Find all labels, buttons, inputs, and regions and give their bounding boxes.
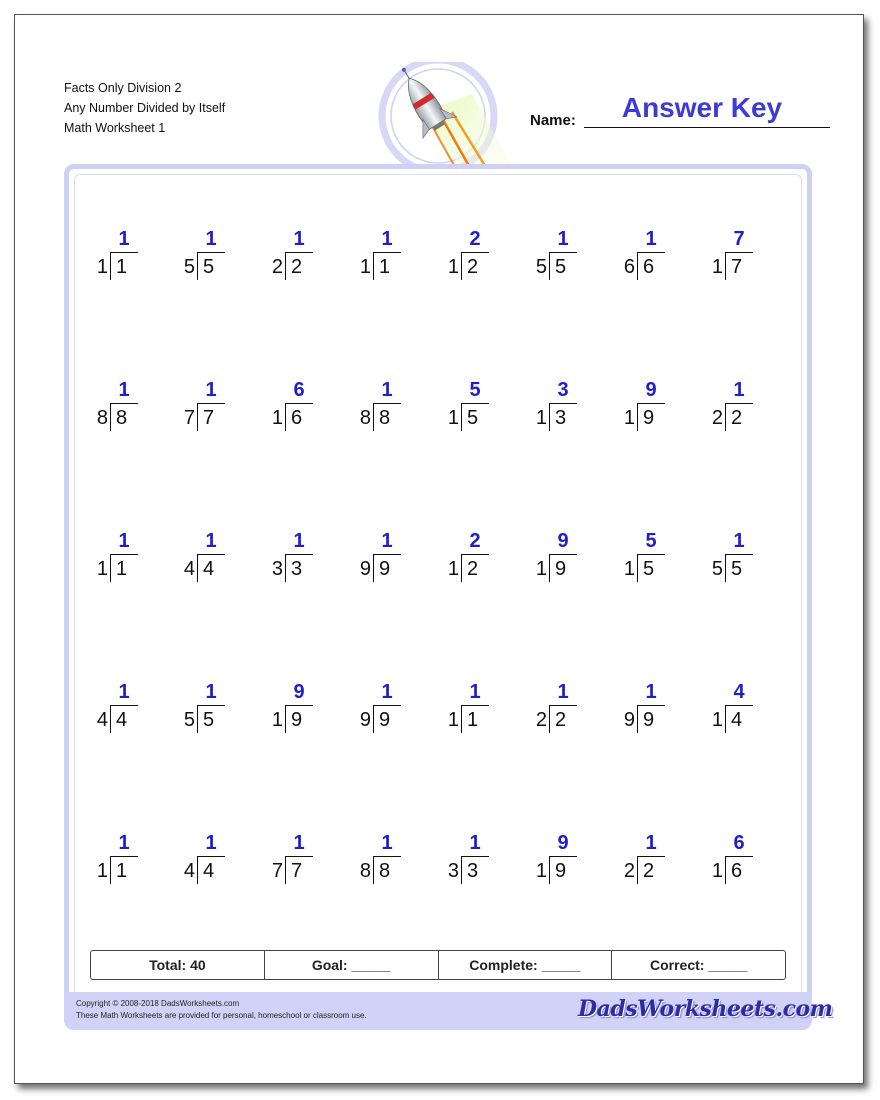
dividend: 4 bbox=[116, 709, 128, 731]
division-problem bbox=[181, 530, 261, 590]
division-bracket-stem bbox=[461, 705, 462, 733]
division-bracket-stem bbox=[285, 705, 286, 733]
division-problem bbox=[269, 379, 349, 439]
quotient-answer: 1 bbox=[293, 530, 305, 552]
dividend: 2 bbox=[555, 709, 567, 731]
worksheet-title: Facts Only Division 2 bbox=[64, 81, 182, 95]
division-bracket-bar bbox=[549, 856, 577, 857]
divisor: 2 bbox=[711, 407, 723, 429]
name-label: Name: bbox=[530, 112, 576, 129]
division-problem bbox=[709, 228, 789, 288]
quotient-answer: 2 bbox=[469, 530, 481, 552]
division-bracket-bar bbox=[549, 554, 577, 555]
division-bracket-stem bbox=[549, 705, 550, 733]
dividend: 1 bbox=[116, 558, 128, 580]
division-bracket-stem bbox=[197, 856, 198, 884]
dividend: 5 bbox=[203, 709, 215, 731]
division-bracket-stem bbox=[373, 554, 374, 582]
quotient-answer: 1 bbox=[381, 228, 393, 250]
division-bracket-stem bbox=[197, 252, 198, 280]
division-bracket-bar bbox=[285, 403, 313, 404]
division-problem bbox=[533, 681, 613, 741]
division-problem bbox=[621, 832, 701, 892]
division-bracket-bar bbox=[285, 554, 313, 555]
divisor: 2 bbox=[535, 709, 547, 731]
division-bracket-stem bbox=[637, 554, 638, 582]
dividend: 1 bbox=[116, 860, 128, 882]
division-bracket-bar bbox=[725, 403, 753, 404]
division-bracket-stem bbox=[373, 252, 374, 280]
divisor: 1 bbox=[359, 256, 371, 278]
division-bracket-bar bbox=[637, 554, 665, 555]
division-bracket-stem bbox=[110, 705, 111, 733]
division-bracket-stem bbox=[461, 252, 462, 280]
quotient-answer: 6 bbox=[293, 379, 305, 401]
quotient-answer: 1 bbox=[381, 530, 393, 552]
name-field-line[interactable] bbox=[584, 127, 830, 128]
quotient-answer: 1 bbox=[118, 832, 130, 854]
divisor: 4 bbox=[183, 558, 195, 580]
division-problem bbox=[709, 832, 789, 892]
dividend: 2 bbox=[467, 558, 479, 580]
division-problem bbox=[445, 228, 525, 288]
quotient-answer: 1 bbox=[205, 832, 217, 854]
division-bracket-stem bbox=[110, 403, 111, 431]
division-problem bbox=[357, 379, 437, 439]
division-bracket-stem bbox=[285, 856, 286, 884]
divisor: 5 bbox=[711, 558, 723, 580]
dividend: 5 bbox=[555, 256, 567, 278]
divisor: 1 bbox=[96, 860, 108, 882]
division-bracket-bar bbox=[197, 856, 225, 857]
dividend: 9 bbox=[379, 558, 391, 580]
division-problem bbox=[357, 228, 437, 288]
dividend: 9 bbox=[555, 860, 567, 882]
division-bracket-stem bbox=[461, 403, 462, 431]
divisor: 1 bbox=[447, 256, 459, 278]
dividend: 1 bbox=[467, 709, 479, 731]
quotient-answer: 9 bbox=[293, 681, 305, 703]
quotient-answer: 1 bbox=[645, 832, 657, 854]
quotient-answer: 5 bbox=[469, 379, 481, 401]
division-bracket-stem bbox=[549, 856, 550, 884]
division-bracket-bar bbox=[197, 554, 225, 555]
division-bracket-stem bbox=[549, 403, 550, 431]
division-problem bbox=[94, 530, 174, 590]
divisor: 6 bbox=[623, 256, 635, 278]
quotient-answer: 1 bbox=[381, 681, 393, 703]
division-problem bbox=[709, 530, 789, 590]
dividend: 7 bbox=[203, 407, 215, 429]
division-problem bbox=[269, 832, 349, 892]
division-bracket-stem bbox=[285, 554, 286, 582]
division-problem bbox=[94, 228, 174, 288]
divisor: 7 bbox=[271, 860, 283, 882]
division-bracket-stem bbox=[373, 705, 374, 733]
worksheet-number: Math Worksheet 1 bbox=[64, 121, 166, 135]
division-problem bbox=[181, 681, 261, 741]
division-bracket-stem bbox=[725, 403, 726, 431]
score-total: Total: 40 bbox=[149, 957, 206, 973]
divisor: 1 bbox=[535, 407, 547, 429]
divisor: 1 bbox=[535, 860, 547, 882]
quotient-answer: 1 bbox=[469, 832, 481, 854]
division-problem bbox=[445, 832, 525, 892]
dividend: 4 bbox=[731, 709, 743, 731]
division-bracket-bar bbox=[285, 705, 313, 706]
quotient-answer: 9 bbox=[645, 379, 657, 401]
worksheet-subtitle: Any Number Divided by Itself bbox=[64, 101, 226, 115]
division-bracket-stem bbox=[373, 403, 374, 431]
division-bracket-bar bbox=[285, 856, 313, 857]
quotient-answer: 2 bbox=[469, 228, 481, 250]
divisor: 1 bbox=[447, 709, 459, 731]
division-problem bbox=[621, 228, 701, 288]
divisor: 1 bbox=[711, 860, 723, 882]
dividend: 3 bbox=[467, 860, 479, 882]
quotient-answer: 1 bbox=[205, 228, 217, 250]
problem-frame bbox=[64, 164, 812, 1030]
division-problem bbox=[94, 379, 174, 439]
quotient-answer: 1 bbox=[293, 832, 305, 854]
division-bracket-bar bbox=[725, 252, 753, 253]
quotient-answer: 1 bbox=[205, 681, 217, 703]
division-problem bbox=[181, 832, 261, 892]
dividend: 6 bbox=[731, 860, 743, 882]
quotient-answer: 3 bbox=[557, 379, 569, 401]
dividend: 8 bbox=[379, 860, 391, 882]
division-bracket-bar bbox=[637, 403, 665, 404]
dividend: 2 bbox=[467, 256, 479, 278]
quotient-answer: 1 bbox=[293, 228, 305, 250]
division-bracket-bar bbox=[549, 705, 577, 706]
copyright-text: Copyright © 2008-2018 DadsWorksheets.com bbox=[76, 999, 240, 1008]
division-problem bbox=[94, 832, 174, 892]
division-problem bbox=[181, 228, 261, 288]
divisor: 1 bbox=[447, 558, 459, 580]
division-bracket-bar bbox=[461, 403, 489, 404]
dividend: 2 bbox=[291, 256, 303, 278]
division-bracket-stem bbox=[637, 403, 638, 431]
answer-key-title: Answer Key bbox=[621, 92, 783, 123]
quotient-answer: 1 bbox=[733, 379, 745, 401]
divisor: 1 bbox=[623, 407, 635, 429]
dividend: 8 bbox=[379, 407, 391, 429]
usage-notice: These Math Worksheets are provided for personal, homeschool or classroom use. bbox=[76, 1011, 367, 1020]
division-bracket-stem bbox=[110, 252, 111, 280]
division-bracket-bar bbox=[110, 856, 138, 857]
divisor: 1 bbox=[447, 407, 459, 429]
divisor: 2 bbox=[623, 860, 635, 882]
score-bar bbox=[90, 950, 786, 980]
division-problem bbox=[357, 530, 437, 590]
divisor: 1 bbox=[711, 256, 723, 278]
division-problem bbox=[181, 379, 261, 439]
dividend: 1 bbox=[116, 256, 128, 278]
division-bracket-bar bbox=[549, 252, 577, 253]
quotient-answer: 6 bbox=[733, 832, 745, 854]
divisor: 9 bbox=[359, 709, 371, 731]
division-bracket-bar bbox=[549, 403, 577, 404]
score-complete[interactable]: Complete: _____ bbox=[438, 951, 612, 979]
division-bracket-bar bbox=[637, 705, 665, 706]
dividend: 5 bbox=[643, 558, 655, 580]
division-bracket-bar bbox=[373, 705, 401, 706]
problem-frame-inner bbox=[74, 174, 802, 1020]
quotient-answer: 1 bbox=[381, 832, 393, 854]
divisor: 5 bbox=[183, 709, 195, 731]
quotient-answer: 1 bbox=[733, 530, 745, 552]
division-problem bbox=[709, 379, 789, 439]
division-problem bbox=[621, 530, 701, 590]
division-bracket-bar bbox=[197, 403, 225, 404]
quotient-answer: 1 bbox=[645, 228, 657, 250]
division-problem bbox=[621, 379, 701, 439]
division-bracket-bar bbox=[725, 554, 753, 555]
division-problem bbox=[269, 228, 349, 288]
division-problem bbox=[94, 681, 174, 741]
divisor: 9 bbox=[623, 709, 635, 731]
division-problem bbox=[445, 681, 525, 741]
division-bracket-stem bbox=[110, 554, 111, 582]
division-bracket-bar bbox=[373, 403, 401, 404]
divisor: 4 bbox=[183, 860, 195, 882]
dividend: 3 bbox=[291, 558, 303, 580]
division-bracket-stem bbox=[637, 705, 638, 733]
quotient-answer: 9 bbox=[557, 530, 569, 552]
division-problem bbox=[533, 530, 613, 590]
division-problem bbox=[533, 228, 613, 288]
division-bracket-stem bbox=[637, 856, 638, 884]
divisor: 8 bbox=[359, 860, 371, 882]
division-bracket-bar bbox=[637, 252, 665, 253]
score-goal[interactable]: Goal: _____ bbox=[264, 951, 438, 979]
worksheet-header bbox=[64, 78, 225, 138]
quotient-answer: 5 bbox=[645, 530, 657, 552]
quotient-answer: 1 bbox=[205, 530, 217, 552]
division-bracket-stem bbox=[373, 856, 374, 884]
division-bracket-stem bbox=[461, 856, 462, 884]
divisor: 8 bbox=[96, 407, 108, 429]
division-bracket-bar bbox=[110, 554, 138, 555]
division-bracket-stem bbox=[725, 554, 726, 582]
quotient-answer: 1 bbox=[118, 530, 130, 552]
division-bracket-bar bbox=[725, 856, 753, 857]
dividend: 7 bbox=[291, 860, 303, 882]
division-bracket-bar bbox=[461, 705, 489, 706]
quotient-answer: 1 bbox=[118, 228, 130, 250]
division-problem bbox=[445, 379, 525, 439]
division-bracket-bar bbox=[197, 705, 225, 706]
division-bracket-stem bbox=[637, 252, 638, 280]
divisor: 2 bbox=[271, 256, 283, 278]
divisor: 1 bbox=[96, 558, 108, 580]
quotient-answer: 4 bbox=[733, 681, 745, 703]
division-bracket-bar bbox=[373, 252, 401, 253]
division-bracket-stem bbox=[549, 554, 550, 582]
dividend: 9 bbox=[291, 709, 303, 731]
division-bracket-bar bbox=[197, 252, 225, 253]
divisor: 3 bbox=[271, 558, 283, 580]
dividend: 2 bbox=[643, 860, 655, 882]
divisor: 7 bbox=[183, 407, 195, 429]
division-bracket-stem bbox=[197, 403, 198, 431]
dividend: 6 bbox=[291, 407, 303, 429]
quotient-answer: 1 bbox=[645, 681, 657, 703]
division-bracket-stem bbox=[549, 252, 550, 280]
quotient-answer: 1 bbox=[205, 379, 217, 401]
divisor: 5 bbox=[183, 256, 195, 278]
dividend: 5 bbox=[731, 558, 743, 580]
division-bracket-bar bbox=[461, 856, 489, 857]
dividend: 9 bbox=[555, 558, 567, 580]
quotient-answer: 1 bbox=[118, 681, 130, 703]
divisor: 1 bbox=[711, 709, 723, 731]
dividend: 4 bbox=[203, 558, 215, 580]
division-bracket-bar bbox=[373, 554, 401, 555]
divisor: 4 bbox=[96, 709, 108, 731]
divisor: 1 bbox=[623, 558, 635, 580]
division-bracket-bar bbox=[110, 705, 138, 706]
dividend: 9 bbox=[643, 407, 655, 429]
copyright-block bbox=[76, 998, 367, 1022]
divisor: 5 bbox=[535, 256, 547, 278]
division-bracket-stem bbox=[285, 252, 286, 280]
dividend: 5 bbox=[203, 256, 215, 278]
division-bracket-bar bbox=[373, 856, 401, 857]
division-bracket-stem bbox=[725, 705, 726, 733]
quotient-answer: 9 bbox=[557, 832, 569, 854]
dividend: 8 bbox=[116, 407, 128, 429]
dividend: 5 bbox=[467, 407, 479, 429]
quotient-answer: 1 bbox=[557, 681, 569, 703]
dividend: 3 bbox=[555, 407, 567, 429]
division-bracket-stem bbox=[110, 856, 111, 884]
division-bracket-bar bbox=[285, 252, 313, 253]
dividend: 2 bbox=[731, 407, 743, 429]
division-bracket-bar bbox=[110, 252, 138, 253]
division-bracket-bar bbox=[461, 554, 489, 555]
divisor: 1 bbox=[535, 558, 547, 580]
division-problem bbox=[533, 832, 613, 892]
division-problem bbox=[357, 681, 437, 741]
dividend: 9 bbox=[379, 709, 391, 731]
division-bracket-bar bbox=[461, 252, 489, 253]
division-problem bbox=[269, 530, 349, 590]
divisor: 8 bbox=[359, 407, 371, 429]
divisor: 1 bbox=[271, 709, 283, 731]
divisor: 1 bbox=[271, 407, 283, 429]
division-problem bbox=[709, 681, 789, 741]
division-bracket-bar bbox=[725, 705, 753, 706]
divisor: 9 bbox=[359, 558, 371, 580]
division-problem bbox=[445, 530, 525, 590]
division-bracket-stem bbox=[461, 554, 462, 582]
dividend: 7 bbox=[731, 256, 743, 278]
quotient-answer: 7 bbox=[733, 228, 745, 250]
quotient-answer: 1 bbox=[381, 379, 393, 401]
division-problem bbox=[621, 681, 701, 741]
division-bracket-bar bbox=[110, 403, 138, 404]
brand-logo: DadsWorksheets.com bbox=[578, 996, 833, 1022]
quotient-answer: 1 bbox=[557, 228, 569, 250]
quotient-answer: 1 bbox=[118, 379, 130, 401]
dividend: 6 bbox=[643, 256, 655, 278]
quotient-answer: 1 bbox=[469, 681, 481, 703]
division-bracket-stem bbox=[197, 705, 198, 733]
dividend: 1 bbox=[379, 256, 391, 278]
division-problem bbox=[269, 681, 349, 741]
division-bracket-bar bbox=[637, 856, 665, 857]
score-correct[interactable]: Correct: _____ bbox=[611, 951, 785, 979]
division-problem bbox=[357, 832, 437, 892]
divisor: 1 bbox=[96, 256, 108, 278]
divisor: 3 bbox=[447, 860, 459, 882]
division-bracket-stem bbox=[197, 554, 198, 582]
division-bracket-stem bbox=[725, 252, 726, 280]
division-bracket-stem bbox=[285, 403, 286, 431]
division-bracket-stem bbox=[725, 856, 726, 884]
dividend: 4 bbox=[203, 860, 215, 882]
dividend: 9 bbox=[643, 709, 655, 731]
division-problem bbox=[533, 379, 613, 439]
